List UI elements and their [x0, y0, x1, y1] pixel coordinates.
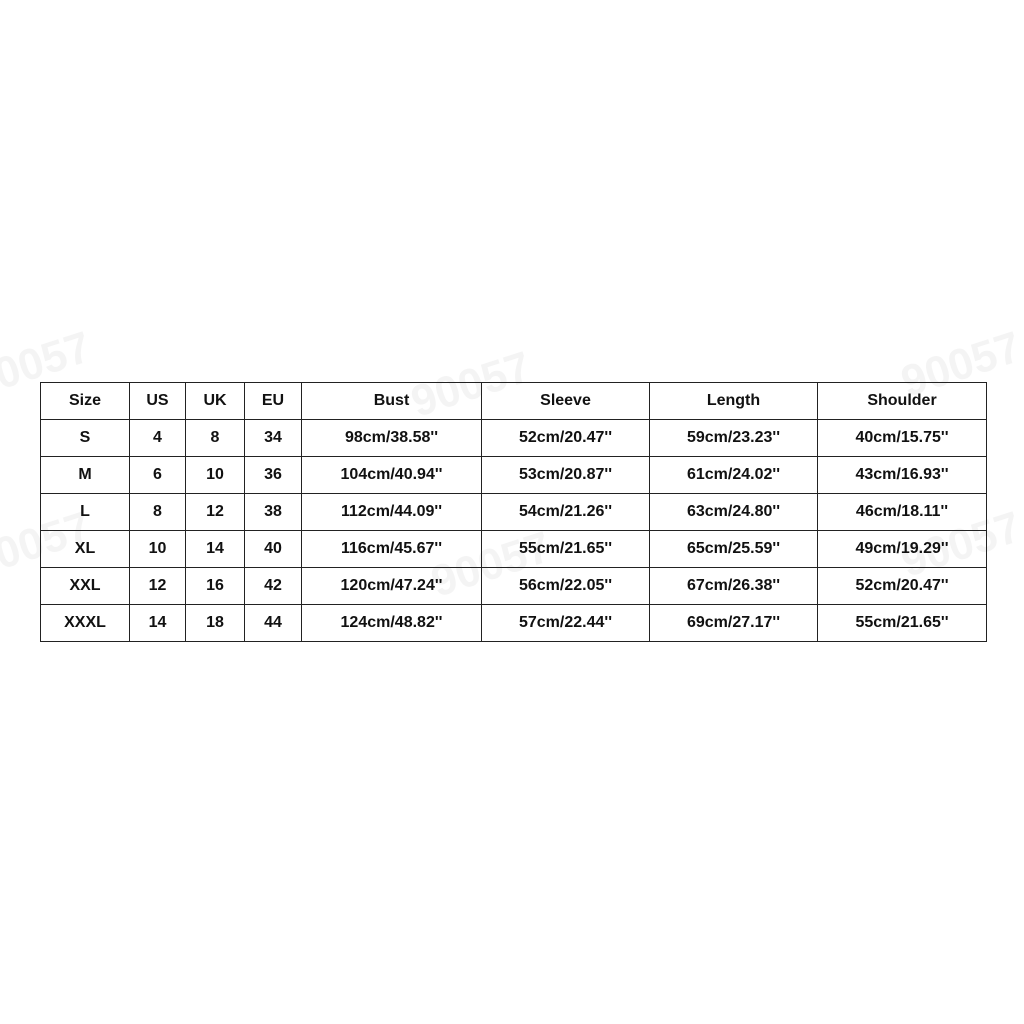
column-header-length: Length	[650, 383, 818, 420]
table-cell-us: 10	[130, 531, 186, 568]
table-cell-size: L	[41, 494, 130, 531]
table-cell-size: XXXL	[41, 605, 130, 642]
table-cell-us: 4	[130, 420, 186, 457]
table-cell-size: S	[41, 420, 130, 457]
table-cell-bust: 120cm/47.24''	[302, 568, 482, 605]
table-cell-eu: 34	[245, 420, 302, 457]
table-cell-uk: 16	[186, 568, 245, 605]
column-header-shoulder: Shoulder	[818, 383, 987, 420]
table-cell-eu: 44	[245, 605, 302, 642]
table-header-row	[41, 383, 987, 420]
table-cell-sleeve: 53cm/20.87''	[482, 457, 650, 494]
table-cell-sleeve: 54cm/21.26''	[482, 494, 650, 531]
table-cell-sleeve: 55cm/21.65''	[482, 531, 650, 568]
size-chart-table	[40, 382, 987, 642]
table-cell-eu: 40	[245, 531, 302, 568]
table-cell-uk: 14	[186, 531, 245, 568]
table-cell-length: 65cm/25.59''	[650, 531, 818, 568]
table-cell-us: 8	[130, 494, 186, 531]
table-cell-us: 14	[130, 605, 186, 642]
table-cell-sleeve: 57cm/22.44''	[482, 605, 650, 642]
table-cell-bust: 116cm/45.67''	[302, 531, 482, 568]
column-header-eu: EU	[245, 383, 302, 420]
table-cell-uk: 12	[186, 494, 245, 531]
table-row	[41, 568, 987, 605]
table-row	[41, 531, 987, 568]
table-cell-size: XL	[41, 531, 130, 568]
column-header-bust: Bust	[302, 383, 482, 420]
table-cell-us: 6	[130, 457, 186, 494]
table-cell-uk: 18	[186, 605, 245, 642]
table-cell-size: XXL	[41, 568, 130, 605]
table-cell-shoulder: 49cm/19.29''	[818, 531, 987, 568]
table-cell-eu: 42	[245, 568, 302, 605]
table-cell-length: 69cm/27.17''	[650, 605, 818, 642]
table-cell-size: M	[41, 457, 130, 494]
table-row	[41, 457, 987, 494]
table-cell-eu: 36	[245, 457, 302, 494]
column-header-uk: UK	[186, 383, 245, 420]
table-cell-uk: 8	[186, 420, 245, 457]
column-header-sleeve: Sleeve	[482, 383, 650, 420]
table-cell-shoulder: 55cm/21.65''	[818, 605, 987, 642]
table-cell-shoulder: 52cm/20.47''	[818, 568, 987, 605]
table-cell-sleeve: 56cm/22.05''	[482, 568, 650, 605]
table-cell-shoulder: 43cm/16.93''	[818, 457, 987, 494]
table-row	[41, 605, 987, 642]
column-header-us: US	[130, 383, 186, 420]
table-cell-length: 61cm/24.02''	[650, 457, 818, 494]
table-cell-shoulder: 46cm/18.11''	[818, 494, 987, 531]
table-row	[41, 494, 987, 531]
table-cell-length: 63cm/24.80''	[650, 494, 818, 531]
table-cell-eu: 38	[245, 494, 302, 531]
table-row	[41, 420, 987, 457]
table-cell-bust: 98cm/38.58''	[302, 420, 482, 457]
table-cell-sleeve: 52cm/20.47''	[482, 420, 650, 457]
table-cell-length: 59cm/23.23''	[650, 420, 818, 457]
table-cell-bust: 124cm/48.82''	[302, 605, 482, 642]
table-cell-us: 12	[130, 568, 186, 605]
table-cell-length: 67cm/26.38''	[650, 568, 818, 605]
table-cell-bust: 104cm/40.94''	[302, 457, 482, 494]
table-cell-shoulder: 40cm/15.75''	[818, 420, 987, 457]
table-cell-uk: 10	[186, 457, 245, 494]
column-header-size: Size	[41, 383, 130, 420]
table-cell-bust: 112cm/44.09''	[302, 494, 482, 531]
